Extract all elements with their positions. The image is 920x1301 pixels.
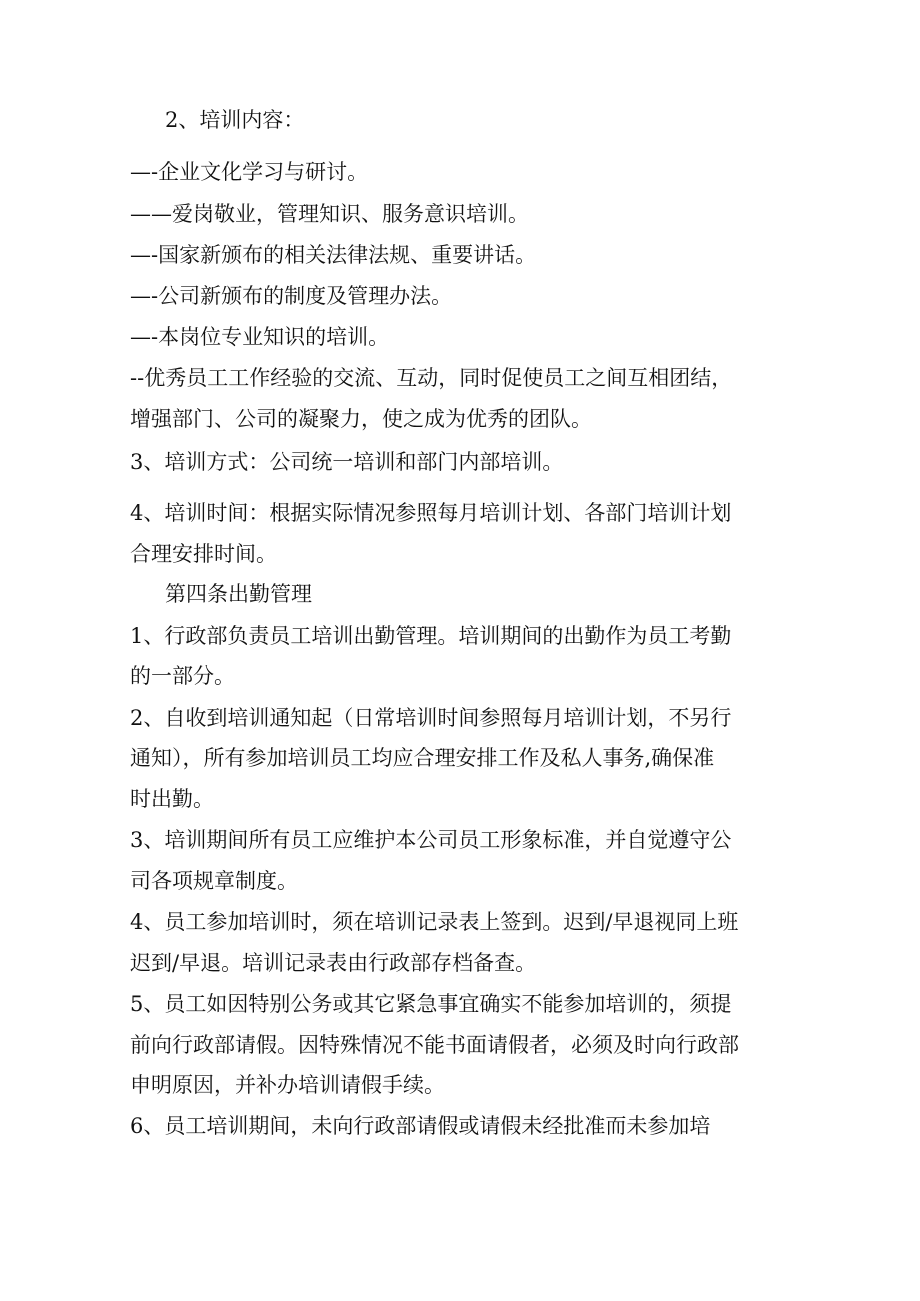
bullet-national-laws: —-国家新颁布的相关法律法规、重要讲话。 [130,243,537,267]
bullet-company-rules: —-公司新颁布的制度及管理办法。 [130,284,453,308]
attendance-item-2: 2、自收到培训通知起（日常培训时间参照每月培训计划，不另行 [130,706,732,730]
paragraph-line: 申明原因，并补办培训请假手续。 [130,1073,445,1097]
training-method: 3、培训方式：公司统一培训和部门内部培训。 [130,450,564,474]
bullet-experience-exchange: --优秀员工工作经验的交流、互动，同时促使员工之间互相团结， [130,366,733,390]
paragraph-line: 合理安排时间。 [130,542,277,566]
attendance-item-6: 6、员工培训期间，未向行政部请假或请假未经批准而未参加培 [130,1114,711,1138]
training-time: 4、培训时间：根据实际情况参照每月培训计划、各部门培训计划 [130,501,732,525]
paragraph-line: 前向行政部请假。因特殊情况不能书面请假者，必须及时向行政部 [130,1033,739,1057]
bullet-corporate-culture: —-企业文化学习与研讨。 [130,160,369,184]
bullet-dedication: ——爱岗敬业，管理知识、服务意识培训。 [130,202,529,226]
paragraph-line: 司各项规章制度。 [130,869,298,893]
section-heading-training-content: 2、培训内容： [165,108,305,132]
paragraph-line: 增强部门、公司的凝聚力，使之成为优秀的团队。 [130,407,592,431]
paragraph-line: 时出勤。 [130,787,214,811]
paragraph-line: 迟到/早退。培训记录表由行政部存档备查。 [130,951,537,975]
paragraph-line: 通知），所有参加培训员工均应合理安排工作及私人事务,确保准 [130,746,715,770]
paragraph-line: 的一部分。 [130,664,235,688]
attendance-item-5: 5、员工如因特别公务或其它紧急事宜确实不能参加培训的，须提 [130,992,732,1016]
attendance-item-4: 4、员工参加培训时，须在培训记录表上签到。迟到/早退视同上班 [130,910,739,934]
attendance-item-1: 1、行政部负责员工培训出勤管理。培训期间的出勤作为员工考勤 [130,624,732,648]
attendance-item-3: 3、培训期间所有员工应维护本公司员工形象标准，并自觉遵守公 [130,828,732,852]
bullet-job-knowledge: —-本岗位专业知识的培训。 [130,325,390,349]
article-heading-attendance: 第四条出勤管理 [165,582,312,606]
